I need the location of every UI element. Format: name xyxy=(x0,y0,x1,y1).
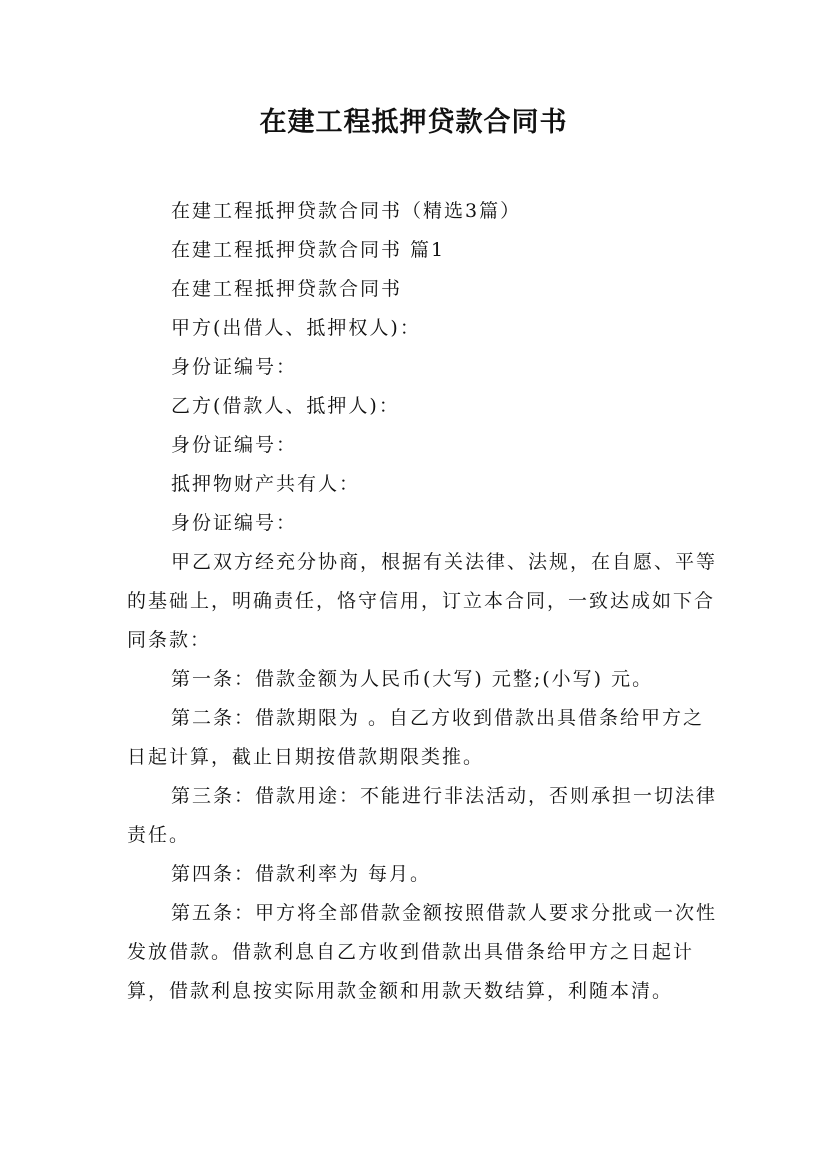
paragraph-article-4: 第四条：借款利率为 每月。 xyxy=(171,863,432,885)
paragraph-party-a-id: 身份证编号： xyxy=(171,356,298,378)
paragraph-collection-heading: 在建工程抵押贷款合同书（精选3篇） xyxy=(171,200,522,222)
paragraph-article-1: 第一条：借款金额为人民币(大写) 元整;(小写) 元。 xyxy=(171,668,654,690)
paragraph-article-2: 第二条：借款期限为 。自乙方收到借款出具借条给甲方之日起计算，截止日期按借款期限类推。 xyxy=(127,707,705,768)
paragraph-article-3: 第三条：借款用途：不能进行非法活动，否则承担一切法律责任。 xyxy=(127,785,718,846)
paragraph-chapter-heading: 在建工程抵押贷款合同书 篇1 xyxy=(171,239,446,261)
paragraph-article-5: 第五条：甲方将全部借款金额按照借款人要求分批或一次性发放借款。借款利息自乙方收到借款出具借条给甲方之日起计算，借款利息按实际用款金额和用款天数结算，利随本清。 xyxy=(127,902,718,1002)
document-title: 在建工程抵押贷款合同书 xyxy=(259,107,568,138)
paragraph-party-b-id: 身份证编号： xyxy=(171,434,298,456)
paragraph-party-a: 甲方(出借人、抵押权人)： xyxy=(171,317,421,339)
paragraph-co-owner-id: 身份证编号： xyxy=(171,512,298,534)
document-body xyxy=(127,192,717,1011)
paragraph-party-b: 乙方(借款人、抵押人)： xyxy=(171,395,400,417)
paragraph-preamble: 甲乙双方经充分协商，根据有关法律、法规，在自愿、平等的基础上，明确责任，恪守信用，订立本合同，一致达成如下合同条款： xyxy=(127,551,718,651)
paragraph-contract-name: 在建工程抵押贷款合同书 xyxy=(171,278,403,300)
paragraph-co-owner: 抵押物财产共有人： xyxy=(171,473,361,495)
